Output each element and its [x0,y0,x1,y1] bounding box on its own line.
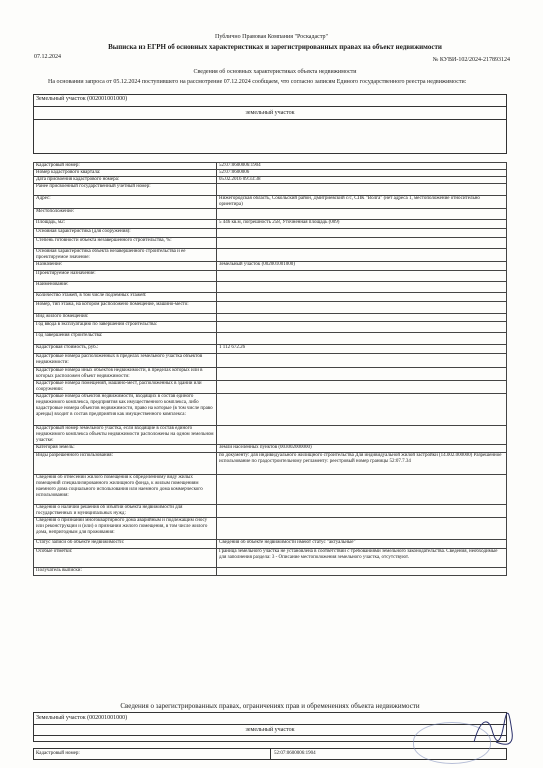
section2-title: Сведения о зарегистрированных правах, ограничениях прав и обременениях объекта недвижимости [120,702,420,710]
row-value [217,333,507,345]
row-label: Статус записи об объекте недвижимости: [34,540,217,549]
signature-icon [470,712,516,750]
row-label: Кадастровый номер земельного участка, если входящие в состав единого недвижимого комплекса объекты недвижимости расположены на одном земельном участке: [34,426,217,445]
table-row [34,196,507,209]
table-row [34,170,507,177]
row-label: Количество этажей, в том числе подземных этажей: [34,293,217,302]
row-value [217,505,507,518]
row-value: Граница земельного участка не установлена в соответствии с требованиями земельного законодательства. Сведения, необходимые для заполнения раздела: 3 - Описание местоположения земельного участка, отсутствуют. [217,549,507,568]
row-label: Вид жилого помещения: [34,314,217,322]
row-value: Сведения об объекте недвижимости имеют статус "актуальные" [217,540,507,549]
row-label: Кадастровые номера иных объектов недвижимости, в пределах которых или в которых расположен объект недвижимости: [34,368,217,381]
table-row [34,453,507,475]
table-row [34,262,507,271]
row-label: Дата присвоения кадастрового номера: [34,177,217,184]
document-number: № КУВИ-102/2024-217893124 [432,57,510,63]
characteristics-table [33,162,507,576]
row-value: 52:07:0600006:1904 [217,163,507,170]
row-label: Сведения о признании многоквартирного дома аварийным и подлежащим сносу или реконструкции и (или) о признании жилого помещения, в том числе жилого дома, непригодным для проживания: [34,518,217,540]
table-row [34,381,507,394]
row-label: Кадастровые номера помещений, машино-мест, расположенных в здании или сооружении: [34,381,217,394]
row-label: Кадастровые номера объектов недвижимости, входящих в состав единого недвижимого комплекса, предприятия как имущественного комплекса, либо кадастровые номера объектов недвижимости, право на которые (в том числе право аренды) входит в состав предприятия как имущественного комплекса: [34,394,217,426]
row-label: Основная характеристика (для сооружения): [34,229,217,238]
request-intro: На основании запроса от 05.12.2024 поступившего на рассмотрение 07.12.2024 сообщаем, что согласно записям Единого государственного реестра недвижимости: [48,79,467,85]
table-row [34,549,507,568]
row-label: Категория земель: [34,445,217,453]
row-value [217,322,507,333]
row-value [217,354,507,368]
document-title: Выписка из ЕГРН об основных характеристиках и зарегистрированных правах на объект недвижимости [108,43,442,51]
row-value: 52:07:0600006 [217,170,507,177]
row-value [217,229,507,238]
table-row [34,568,507,576]
row-value [217,238,507,249]
table-row [34,271,507,282]
row-label: Получатель выписки: [34,568,217,576]
table-row [34,163,507,170]
row-label: Площадь, м2: [34,220,217,229]
table-row [34,314,507,322]
row-label: Основная характеристика объекта незавершенного строительства и ее проектируемое значение: [34,249,217,262]
table-row [34,177,507,184]
table-row [34,302,507,314]
table-row [34,394,507,426]
table-row [34,368,507,381]
row-value [217,302,507,314]
row-value [217,381,507,394]
row-value: Земельный участок (002001001000) [217,262,507,271]
row-label: Ранее присвоенный государственный учетный номер: [34,184,217,196]
row-value [217,394,507,426]
row-value [217,293,507,302]
table-row [34,354,507,368]
row-value [217,475,507,505]
document-date: 07.12.2024 [34,54,61,60]
table-row [34,540,507,549]
row-label: Кадастровый номер: [34,163,217,170]
row-label: Номер кадастрового квартала: [34,170,217,177]
issuer-org: Публично Правовая Компания "Роскадастр" [215,34,328,40]
row-value: 5 446 кв.м, погрешность 258, Уточненная площадь (009) [217,220,507,229]
table-row [34,426,507,445]
row-value [217,518,507,540]
row-value: Земли населенных пунктов (003002000000) [217,445,507,453]
row-label: Назначение: [34,262,217,271]
row-value [217,368,507,381]
row-label: Степень готовности объекта незавершенного строительства, %: [34,238,217,249]
table-row [34,220,507,229]
row-label: Местоположение: [34,209,217,220]
row-value [217,209,507,220]
table-row [34,505,507,518]
section1-title: Сведения об основных характеристиках объекта недвижимости [193,69,357,75]
section2-cad-value: 52:07:0600006:1904 [274,751,316,756]
table-row [34,238,507,249]
row-label: Сведения о наличии решения об изъятии объекта недвижимости для государственных и муниципальных нужд: [34,505,217,518]
row-label: Номер, тип этажа, на котором расположено помещение, машино-место: [34,302,217,314]
row-label: Сведения об отнесении жилого помещения к определенному виду жилых помещений специализированного жилищного фонда, к жилым помещениям наемного дома социального использования или наемного дома коммерческого использования: [34,475,217,505]
table-row [34,229,507,238]
table-row [34,445,507,453]
table-row [34,322,507,333]
row-value [217,249,507,262]
table-row [34,282,507,293]
row-label: Год завершения строительства: [34,333,217,345]
section2-cad-label: Кадастровый номер: [36,751,80,756]
row-value [217,184,507,196]
row-label: Кадастровая стоимость, руб.: [34,345,217,354]
row-value: по документу: для индивидуального жилищного строительства Для индивидуальной жилой застройки (14.002.000000) Разрешенное использование по градостроительному регламенту: реестровый номер границы 52:07.7.34 [217,453,507,475]
row-value [217,282,507,293]
table-row [34,333,507,345]
table-row [34,184,507,196]
table-row [34,475,507,505]
row-label: Адрес: [34,196,217,209]
table-row [34,209,507,220]
object-type: земельный участок [245,110,295,116]
object-line: Земельный участок (002001001000) [36,96,128,102]
table-row [34,249,507,262]
row-value [217,426,507,445]
row-label: Год ввода в эксплуатацию по завершении строительства: [34,322,217,333]
table-row [34,345,507,354]
table-row [34,518,507,540]
section2-object-line: Земельный участок (002001001000) [36,715,128,721]
object-header-box [33,94,507,154]
row-value [217,271,507,282]
row-value: 05.02.2016 09:33:38 [217,177,507,184]
row-value: 1 112 672.26 [217,345,507,354]
row-value [217,314,507,322]
row-value: Нижегородская область, Сокольский район, Дмитриевский с/с, СПК "Волга" (нет адреса 1, местоположение относительно ориентира) [217,196,507,209]
row-label: Особые отметки: [34,549,217,568]
section2-object-type: земельный участок [245,727,295,733]
row-label: Проектируемое назначение: [34,271,217,282]
row-label: Кадастровые номера расположенных в пределах земельного участка объектов недвижимости: [34,354,217,368]
row-value [217,568,507,576]
row-label: Виды разрешенного использования: [34,453,217,475]
table-row [34,293,507,302]
row-label: Наименование: [34,282,217,293]
